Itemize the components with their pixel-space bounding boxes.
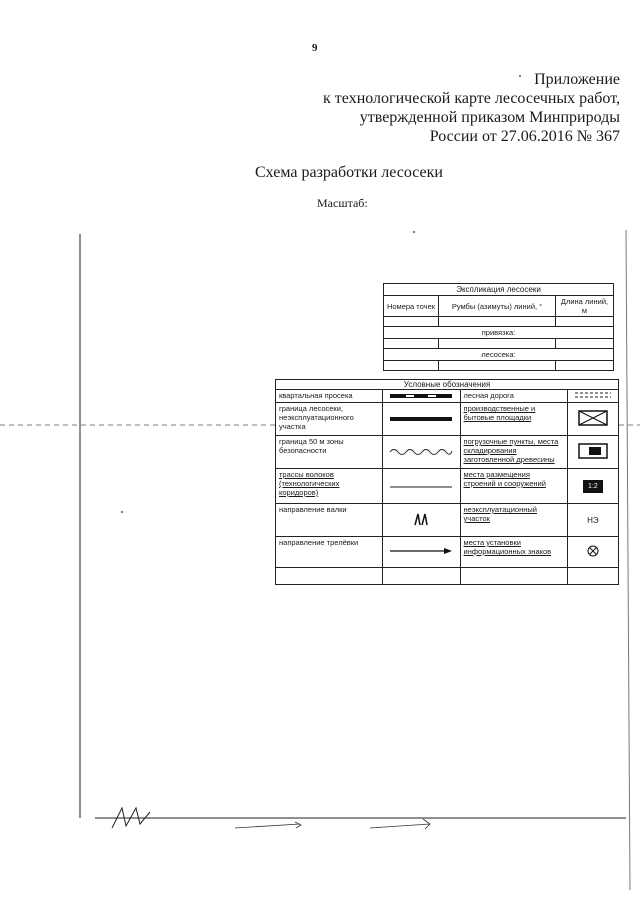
explication-cell xyxy=(556,317,614,327)
legend-label-loading-points: погрузочные пункты, места складирования заготовленной древесины xyxy=(460,436,567,469)
forest-road-icon xyxy=(573,391,613,399)
document-title: Схема разработки лесосеки xyxy=(255,164,443,181)
explication-cell xyxy=(384,339,439,349)
appendix-line-2: к технологической карте лесосечных работ, xyxy=(323,90,620,107)
legend-label-buildings: места размещения строений и сооружений xyxy=(460,469,567,504)
explication-section-binding: привязка: xyxy=(384,327,614,339)
legend-symbol-quarter-clearing xyxy=(383,390,460,403)
scan-dot xyxy=(519,75,521,77)
legend-empty-cell xyxy=(276,568,383,585)
explication-header-points: Номера точек xyxy=(384,296,439,317)
legend-label-info-signs: места установки информационных знаков xyxy=(460,537,567,568)
explication-title: Экспликация лесосеки xyxy=(384,284,614,296)
explication-table xyxy=(383,283,614,371)
explication-cell xyxy=(439,339,556,349)
legend-label-cutting-boundary: граница лесосеки, неэксплуатационного участка xyxy=(276,403,383,436)
scale-label: Масштаб: xyxy=(317,196,368,210)
legend-symbol-production-sites xyxy=(567,403,618,436)
legend-table xyxy=(275,379,619,585)
legend-label-production-sites: производственные и бытовые площадки xyxy=(460,403,567,436)
safety-zone-wave-icon xyxy=(388,446,454,456)
legend-label-forest-road: лесная дорога xyxy=(460,390,567,403)
pencil-mark-2 xyxy=(370,819,430,829)
skid-trail-line-icon xyxy=(388,485,454,489)
scan-dot xyxy=(121,511,123,513)
explication-cell xyxy=(439,317,556,327)
legend-label-skidding-direction: направление трелёвки xyxy=(276,537,383,568)
legend-empty-cell xyxy=(460,568,567,585)
explication-header-bearings: Румбы (азимуты) линий, ° xyxy=(439,296,556,317)
legend-symbol-cutting-boundary xyxy=(383,403,460,436)
scan-dot xyxy=(413,231,415,233)
legend-symbol-forest-road xyxy=(567,390,618,403)
legend-symbol-buildings xyxy=(567,469,618,504)
legend-symbol-info-signs xyxy=(567,537,618,568)
explication-cell xyxy=(384,361,439,371)
legend-label-safety-zone: граница 50 м зоны безопасности xyxy=(276,436,383,469)
legend-label-felling-direction: направление валки xyxy=(276,504,383,537)
legend-symbol-nonoperational-area: НЭ xyxy=(567,504,618,537)
cutting-boundary-icon xyxy=(388,416,454,422)
loading-point-icon xyxy=(577,442,609,460)
explication-cell xyxy=(556,361,614,371)
legend-symbol-felling-direction xyxy=(383,504,460,537)
legend-label-nonoperational-area: неэксплуатационный участок xyxy=(460,504,567,537)
arrow-right-icon xyxy=(388,547,454,555)
legend-symbol-skid-trails xyxy=(383,469,460,504)
explication-cell xyxy=(384,317,439,327)
legend-empty-cell xyxy=(567,568,618,585)
legend-symbol-skidding-direction xyxy=(383,537,460,568)
legend-empty-cell xyxy=(383,568,460,585)
legend-label-skid-trails: трассы волоков (технологических коридоров) xyxy=(276,469,383,504)
page-number: 9 xyxy=(312,42,318,54)
building-ratio-icon: 1:2 xyxy=(583,480,603,493)
explication-cell xyxy=(439,361,556,371)
explication-section-cutting: лесосека: xyxy=(384,349,614,361)
frame-right-edge xyxy=(626,230,630,890)
pencil-mark-1 xyxy=(235,822,301,828)
legend-title: Условные обозначения xyxy=(276,380,619,390)
appendix-line-4: России от 27.06.2016 № 367 xyxy=(429,128,620,145)
legend-symbol-loading-points xyxy=(567,436,618,469)
production-site-icon xyxy=(577,409,609,427)
explication-header-length: Длина линий, м xyxy=(556,296,614,317)
legend-symbol-safety-zone xyxy=(383,436,460,469)
felling-direction-icon xyxy=(411,511,431,527)
appendix-line-3: утвержденной приказом Минприроды xyxy=(359,109,620,126)
quarter-clearing-icon xyxy=(388,393,454,399)
explication-cell xyxy=(556,339,614,349)
legend-label-quarter-clearing: квартальная просека xyxy=(276,390,383,403)
info-sign-circle-cross-icon xyxy=(586,544,600,558)
appendix-line-1: Приложение xyxy=(534,71,620,88)
